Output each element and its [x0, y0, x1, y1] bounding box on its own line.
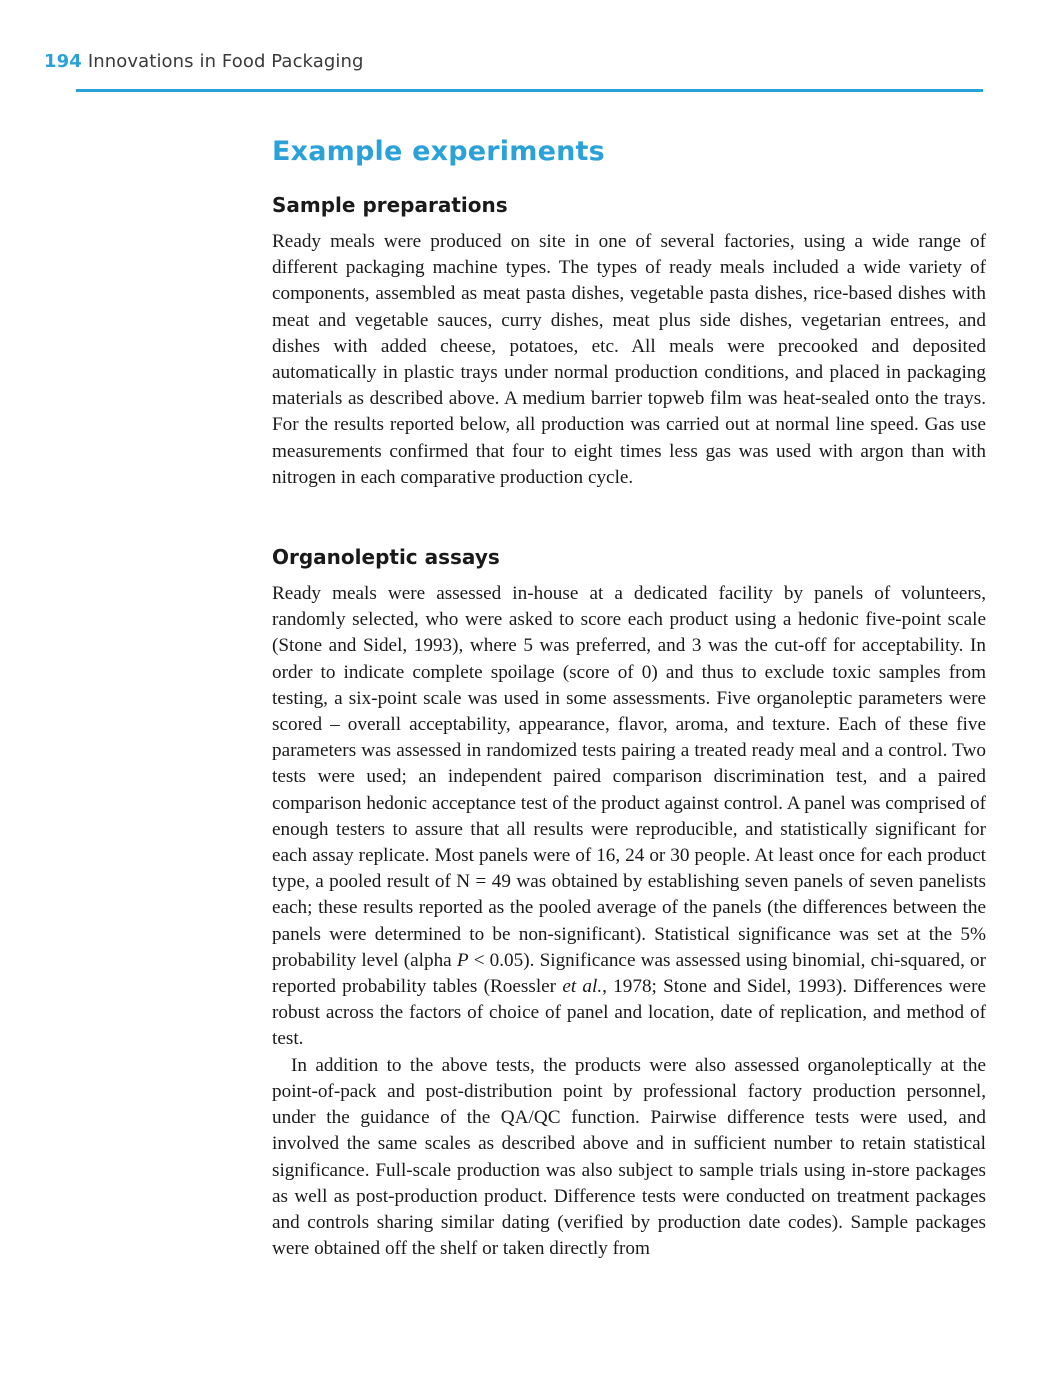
book-title: Innovations in Food Packaging [87, 51, 364, 72]
page-number: 194 [44, 51, 82, 72]
page-content [272, 136, 986, 1262]
paragraph-text-segment: , 1978; Stone and Sidel, 1993). Differences were robust across the factors of choice of panel and location, date of replication, and method of test. [272, 976, 986, 1050]
probability-symbol: P [456, 949, 469, 971]
sample-preparations-heading: Sample preparations [272, 193, 508, 217]
paragraph-text-segment: < 0.05). Significance was assessed using binomial, chi-squared, or reported probability tables (Roessler [272, 949, 986, 998]
organoleptic-assays-paragraph-1 [272, 581, 986, 1053]
organoleptic-assays-heading: Organoleptic assays [272, 545, 500, 570]
section-title: Example experiments [272, 136, 605, 167]
paragraph-text-segment: Ready meals were assessed in-house at a dedicated facility by panels of volunteers, randomly selected, who were asked to score each product using a hedonic five-point scale (Stone and Sidel, 1993), where 5 was preferred, and 3 was the cut-off for acceptability. In order to indicate complete spoilage (score of 0) and thus to exclude toxic samples from testing, a six-point scale was used in some assessments. Five organoleptic parameters were scored – overall acceptability, appearance, flavor, aroma, and texture. Each of these five parameters was assessed in randomized tests pairing a treated ready meal and a control. Two tests were used; an independent paired comparison discrimination test, and a paired comparison hedonic acceptance test of the product against control. A panel was comprised of enough testers to assure that all results were reproducible, and statistically significant for each assay replicate. Most panels were of 16, 24 or 30 people. At least once for each product type, a pooled result of N = 49 was obtained by establishing seven panels of seven panelists each; these results reported as the pooled average of the panels (the differences between the panels were determined to be non-significant). Statistical significance was set at the 5% probability level (alpha [272, 583, 986, 971]
et-al-citation: et al. [562, 976, 603, 998]
running-header [44, 51, 364, 72]
header-rule [76, 89, 983, 92]
organoleptic-assays-paragraph-2: In addition to the above tests, the products were also assessed organoleptically at the point-of-pack and post-distribution point by professional factory production personnel, under the guidance of the QA/QC function. Pairwise difference tests were used, and involved the same scales as described above and in sufficient number to retain statistical significance. Full-scale production was also subject to sample trials using in-store packages as well as post-production product. Difference tests were conducted on treatment packages and controls sharing similar dating (verified by production date codes). Sample packages were obtained off the shelf or taken directly from [272, 1054, 986, 1260]
sample-preparations-paragraph: Ready meals were produced on site in one of several factories, using a wide range of different packaging machine types. The types of ready meals included a wide variety of components, assembled as meat pasta dishes, vegetable pasta dishes, rice-based dishes with meat and vegetable sauces, curry dishes, meat plus side dishes, vegetarian entrees, and dishes with added cheese, potatoes, etc. All meals were precooked and deposited automatically in plastic trays under normal production conditions, and placed in packaging materials as described above. A medium barrier topweb film was heat-sealed onto the trays. For the results reported below, all production was carried out at normal line speed. Gas use measurements confirmed that four to eight times less gas was used with argon than with nitrogen in each comparative production cycle. [272, 231, 986, 488]
